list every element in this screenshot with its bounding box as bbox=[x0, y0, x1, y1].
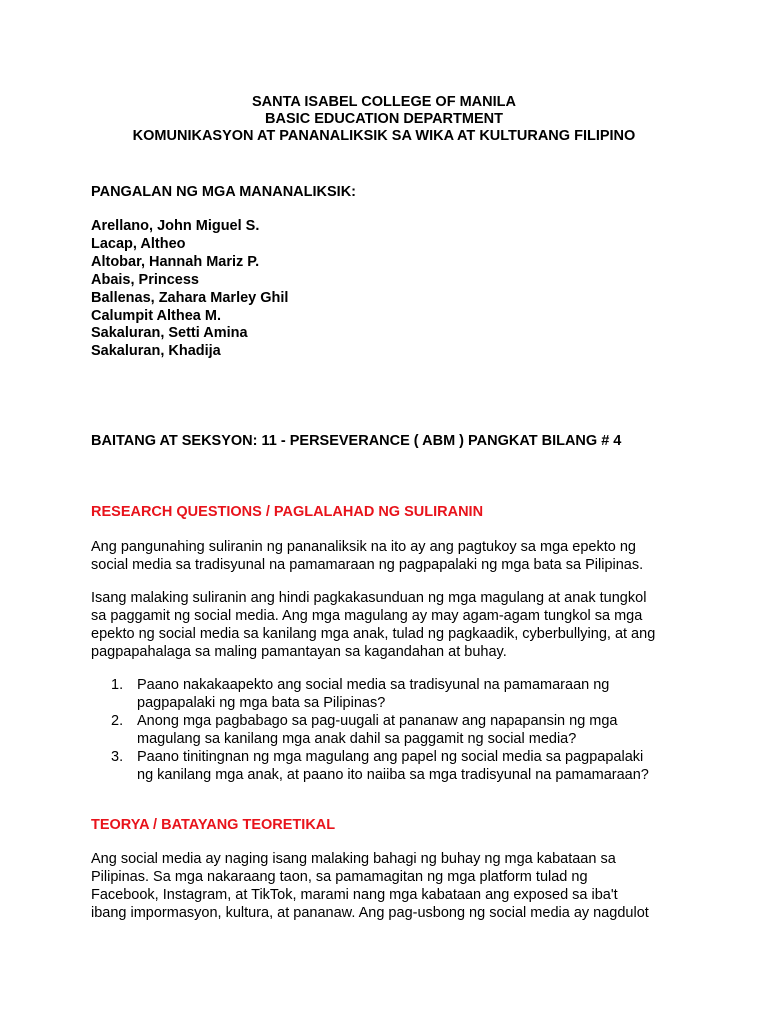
research-questions-list bbox=[91, 676, 691, 784]
list-line: Anong mga pagbabago sa pag-uugali at pananaw ang napapansin ng mga bbox=[137, 713, 618, 729]
theory-heading: TEORYA / BATAYANG TEORETIKAL bbox=[91, 817, 336, 833]
list-line: pagpapalaki ng mga bata sa Pilipinas? bbox=[137, 695, 386, 711]
paragraph-line: ibang impormasyon, kultura, at pananaw. Ang pag-usbong ng social media ay nagdulot bbox=[91, 905, 649, 921]
research-questions-heading: RESEARCH QUESTIONS / PAGLALAHAD NG SULIRANIN bbox=[91, 504, 484, 520]
list-item bbox=[91, 712, 691, 748]
document-header bbox=[0, 94, 768, 145]
list-line: magulang sa kanilang mga anak dahil sa paggamit ng social media? bbox=[137, 731, 577, 747]
researcher-name: Lacap, Altheo bbox=[91, 235, 186, 252]
school-name: SANTA ISABEL COLLEGE OF MANILA bbox=[252, 94, 516, 110]
researcher-name: Abais, Princess bbox=[91, 271, 199, 288]
paragraph-line: pagpapahalaga sa maling pamantayan sa kagandahan at buhay. bbox=[91, 644, 507, 660]
researchers-list bbox=[91, 218, 691, 361]
researchers-label: PANGALAN NG MGA MANANALIKSIK: bbox=[91, 184, 357, 200]
research-problem-paragraph bbox=[91, 589, 691, 661]
department-name: BASIC EDUCATION DEPARTMENT bbox=[265, 111, 503, 127]
researcher-name: Sakaluran, Setti Amina bbox=[91, 325, 248, 342]
researcher-name: Ballenas, Zahara Marley Ghil bbox=[91, 289, 289, 306]
paragraph-line: Isang malaking suliranin ang hindi pagkakasunduan ng mga magulang at anak tungkol bbox=[91, 590, 647, 606]
research-intro-paragraph bbox=[91, 538, 691, 574]
list-number: 1. bbox=[111, 677, 124, 693]
paragraph-line: Pilipinas. Sa mga nakaraang taon, sa pamamagitan ng mga platform tulad ng bbox=[91, 869, 588, 885]
researcher-name: Sakaluran, Khadija bbox=[91, 343, 221, 360]
list-item bbox=[91, 748, 691, 784]
researcher-name: Altobar, Hannah Mariz P. bbox=[91, 253, 260, 270]
researcher-name: Arellano, John Miguel S. bbox=[91, 218, 260, 234]
list-number: 2. bbox=[111, 713, 124, 729]
paragraph-line: Ang social media ay naging isang malaking bahagi ng buhay ng mga kabataan sa bbox=[91, 851, 616, 867]
paragraph-line: social media sa tradisyunal na pamamaraan ng pagpapalaki ng mga bata sa Pilipinas. bbox=[91, 557, 644, 573]
paragraph-line: epekto ng social media sa kanilang mga anak, tulad ng pagkaadik, cyberbullying, at ang bbox=[91, 626, 656, 642]
paragraph-line: Facebook, Instagram, at TikTok, marami nang mga kabataan ang exposed sa iba't bbox=[91, 887, 618, 903]
list-item bbox=[91, 676, 691, 712]
course-title: KOMUNIKASYON AT PANANALIKSIK SA WIKA AT KULTURANG FILIPINO bbox=[132, 128, 636, 144]
paragraph-line: Ang pangunahing suliranin ng pananaliksik na ito ay ang pagtukoy sa mga epekto ng bbox=[91, 539, 636, 555]
theory-paragraph bbox=[91, 850, 691, 922]
researcher-name: Calumpit Althea M. bbox=[91, 307, 221, 324]
paragraph-line: sa paggamit ng social media. Ang mga magulang ay may agam-agam tungkol sa mga bbox=[91, 608, 643, 624]
list-line: ng kanilang mga anak, at paano ito naiiba sa mga tradisyunal na pamamaraan? bbox=[137, 767, 649, 783]
list-number: 3. bbox=[111, 749, 124, 765]
list-line: Paano tinitingnan ng mga magulang ang papel ng social media sa pagpapalaki bbox=[137, 749, 644, 765]
grade-section-line: BAITANG AT SEKSYON: 11 - PERSEVERANCE ( ABM ) PANGKAT BILANG # 4 bbox=[91, 433, 622, 449]
list-line: Paano nakakaapekto ang social media sa tradisyunal na pamamaraan ng bbox=[137, 677, 610, 693]
